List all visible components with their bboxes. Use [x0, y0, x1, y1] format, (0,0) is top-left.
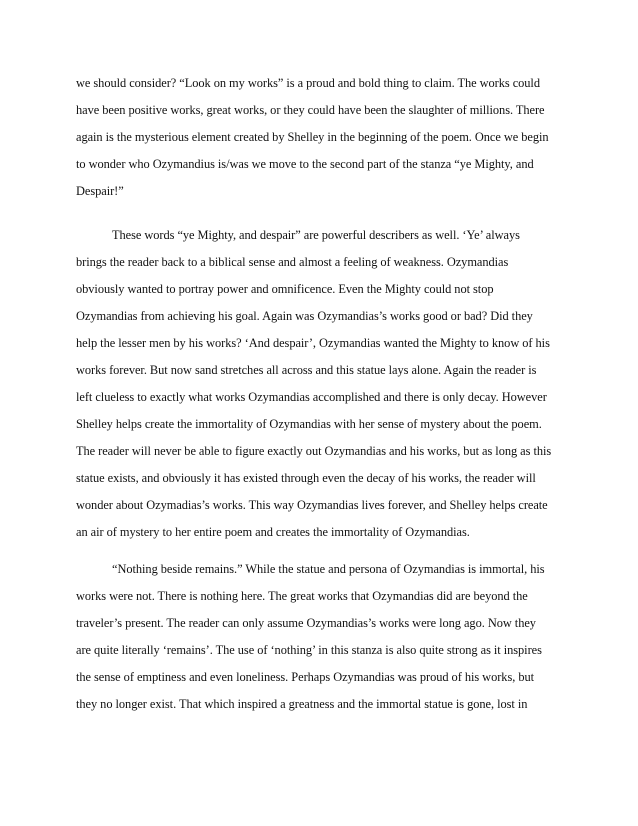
paragraph-first-line: “Nothing beside remains.” While the statue and persona of Ozymandias is immortal, his — [112, 562, 545, 576]
text-line: an air of mystery to her entire poem and creates the immortality of Ozymandias. — [76, 525, 470, 539]
text-line: statue exists, and obviously it has existed through even the decay of his works, the reader will — [76, 471, 536, 485]
text-line: we should consider? “Look on my works” is a proud and bold thing to claim. The works could — [76, 76, 540, 90]
text-line: have been positive works, great works, or they could have been the slaughter of millions. There — [76, 103, 545, 117]
text-line: to wonder who Ozymandius is/was we move to the second part of the stanza “ye Mighty, and — [76, 157, 534, 171]
text-line: they no longer exist. That which inspired a greatness and the immortal statue is gone, lost in — [76, 697, 528, 711]
text-line: traveler’s present. The reader can only assume Ozymandias’s works were long ago. Now they — [76, 616, 536, 630]
text-line: brings the reader back to a biblical sense and almost a feeling of weakness. Ozymandias — [76, 255, 509, 269]
text-line: Despair!” — [76, 184, 124, 198]
text-line: Shelley helps create the immortality of Ozymandias with her sense of mystery about the poem. — [76, 417, 542, 431]
text-line: again is the mysterious element created by Shelley in the beginning of the poem. Once we begin — [76, 130, 549, 144]
text-line: The reader will never be able to figure exactly out Ozymandias and his works, but as long as this — [76, 444, 552, 458]
text-line: help the lesser men by his works? ‘And despair’, Ozymandias wanted the Mighty to know of his — [76, 336, 550, 350]
text-line: Ozymandias from achieving his goal. Again was Ozymandias’s works good or bad? Did they — [76, 309, 533, 323]
text-line: left clueless to exactly what works Ozymandias accomplished and there is only decay. However — [76, 390, 547, 404]
paragraph-first-line: These words “ye Mighty, and despair” are powerful describers as well. ‘Ye’ always — [112, 228, 520, 242]
text-line: works forever. But now sand stretches all across and this statue lays alone. Again the reader is — [76, 363, 537, 377]
text-line: wonder about Ozymadias’s works. This way Ozymandias lives forever, and Shelley helps create — [76, 498, 548, 512]
text-line: are quite literally ‘remains’. The use of ‘nothing’ in this stanza is also quite strong as it inspires — [76, 643, 542, 657]
text-line: works were not. There is nothing here. The great works that Ozymandias did are beyond the — [76, 589, 528, 603]
text-line: the sense of emptiness and even loneliness. Perhaps Ozymandias was proud of his works, but — [76, 670, 534, 684]
text-line: obviously wanted to portray power and omnificence. Even the Mighty could not stop — [76, 282, 494, 296]
